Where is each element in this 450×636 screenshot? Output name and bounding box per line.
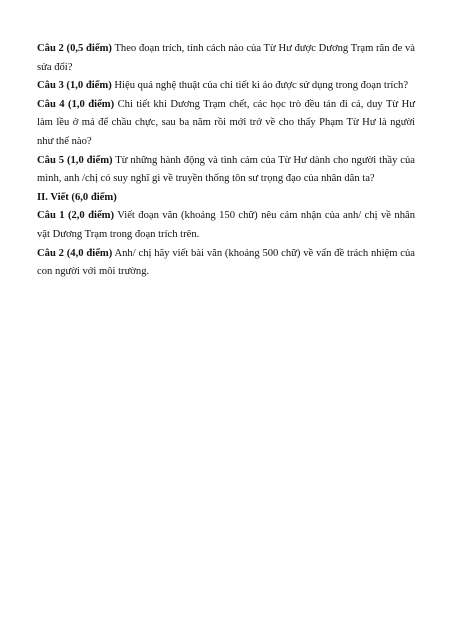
section-2-heading: II. Viết (6,0 điểm) [37, 191, 117, 203]
question-4 [37, 96, 415, 152]
question-3 [37, 77, 415, 96]
writing-question-2 [37, 245, 415, 282]
writing-question-2-label: Câu 2 (4,0 điểm) [37, 247, 113, 259]
question-3-text: Hiệu quả nghệ thuật của chi tiết kì ảo được sử dụng trong đoạn trích? [111, 80, 409, 92]
writing-question-1 [37, 207, 415, 244]
document-body [37, 40, 415, 282]
question-4-text: Chi tiết khi Dương Trạm chết, các học trò đều tản đi cả, duy Từ Hư làm lều ở mả để chầu chực, sau ba năm rồi mới trở về cho thấy Phạm Từ Hư là người như thế nào? [37, 98, 415, 147]
writing-question-2-text: Anh/ chị hãy viết bài văn (khoảng 500 chữ) về vấn đề trách nhiệm của con người với môi trường. [37, 247, 415, 278]
question-2-text: Theo đoạn trích, tính cách nào của Từ Hư được Dương Trạm răn đe và sửa đổi? [37, 43, 415, 73]
question-5-text: Từ những hành động và tình cảm của Từ Hư dành cho người thầy của mình, anh /chị có suy nghĩ gì về truyền thống tôn sư trọng đạo của nhân dân ta? [37, 154, 416, 185]
writing-question-1-label: Câu 1 (2,0 điểm) [37, 210, 115, 222]
question-2-label: Câu 2 (0,5 điểm) [37, 43, 112, 54]
writing-question-1-text: Viết đoạn văn (khoảng 150 chữ) nêu cảm nhận của anh/ chị về nhân vật Dương Trạm trong đoạn trích trên. [37, 210, 415, 240]
question-3-label: Câu 3 (1,0 điểm) [37, 80, 112, 92]
question-5-label: Câu 5 (1,0 điểm) [37, 154, 113, 166]
question-2 [37, 40, 415, 77]
question-4-label: Câu 4 (1,0 điểm) [37, 98, 115, 110]
question-5 [37, 152, 415, 189]
